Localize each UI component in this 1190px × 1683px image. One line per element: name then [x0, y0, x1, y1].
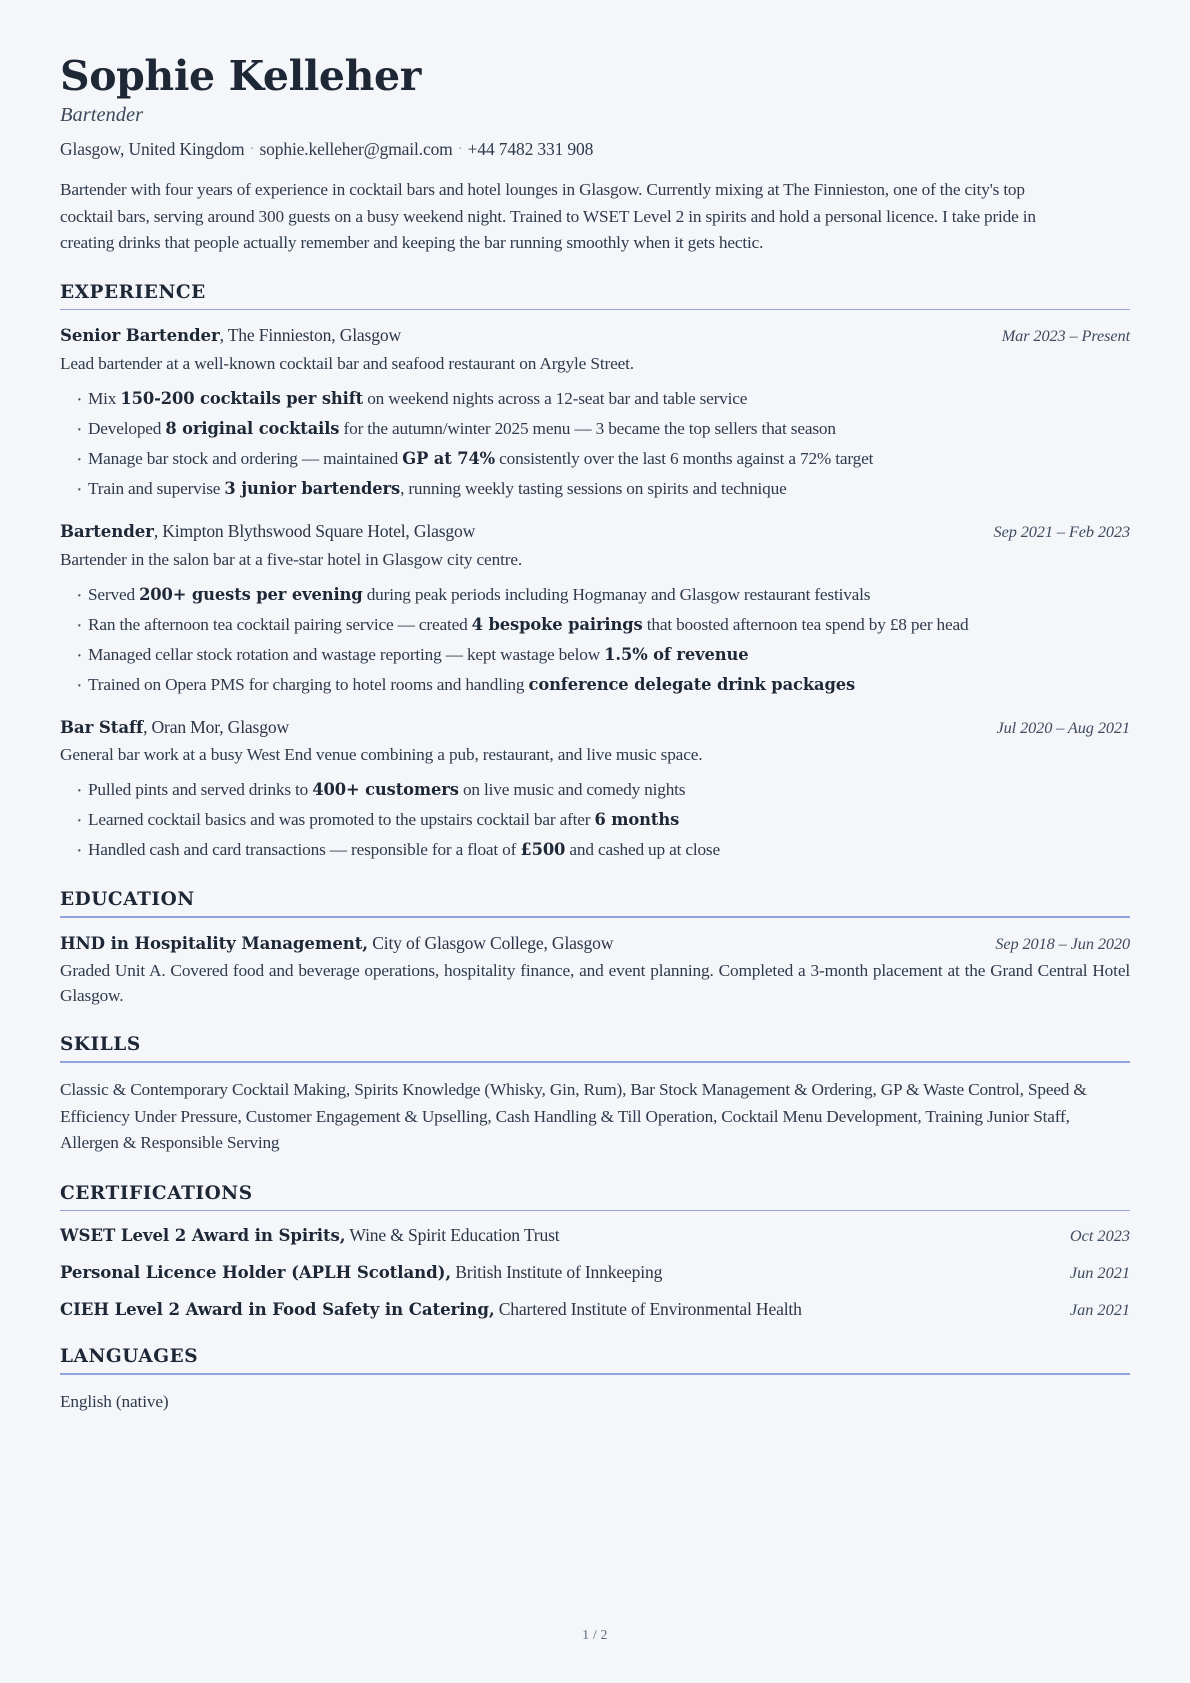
bullet-post: consistently over the last 6 months against a 72% target — [495, 449, 874, 469]
section-title-languages: LANGUAGES — [60, 1346, 199, 1368]
bullet-highlight: 200+ guests per evening — [139, 584, 363, 604]
bullet-post: and cashed up at close — [565, 840, 720, 860]
entry-header — [60, 520, 1130, 544]
list-item — [60, 837, 1130, 863]
job-bullet-list — [60, 582, 1130, 698]
bullet-highlight: 8 original cocktails — [165, 419, 340, 439]
bullet-highlight: conference delegate drink packages — [528, 674, 856, 694]
list-item — [60, 582, 1130, 608]
bullet-post: on live music and comedy nights — [458, 780, 686, 800]
job-description: General bar work at a busy West End venue combining a pub, restaurant, and live music space. — [60, 745, 703, 765]
education-date-range: Sep 2018 – Jun 2020 — [995, 933, 1130, 953]
experience-entry — [60, 716, 1130, 864]
candidate-name: Sophie Kelleher — [60, 52, 421, 100]
bullet-post: on weekend nights across a 12-seat bar and table service — [363, 389, 748, 409]
section-divider — [60, 1373, 1130, 1374]
section-title-experience: EXPERIENCE — [60, 282, 206, 304]
bullet-pre: Train and supervise — [88, 479, 225, 499]
bullet-highlight: GP at 74% — [402, 449, 496, 469]
bullet-pre: Pulled pints and served drinks to — [88, 780, 313, 800]
entry-header — [60, 324, 1130, 348]
bullet-pre: Learned cocktail basics and was promoted to the upstairs cocktail bar after — [88, 810, 595, 830]
list-item — [60, 612, 1130, 638]
job-role: Senior Bartender — [60, 325, 220, 346]
bullet-pre: Served — [88, 584, 140, 604]
section-title-education: EDUCATION — [60, 889, 195, 911]
certification-name — [60, 1262, 662, 1283]
bullet-post: during peak periods including Hogmanay and Glasgow restaurant festivals — [362, 584, 871, 604]
bullet-post: , running weekly tasting sessions on spirits and technique — [400, 479, 787, 499]
bullet-highlight: 1.5% of revenue — [604, 644, 749, 664]
list-item — [60, 642, 1130, 668]
education-description: Graded Unit A. Covered food and beverage operations, hospitality finance, and event planning. Completed a 3-month placement at the Grand Central Hotel Glasgow. — [60, 961, 1130, 1006]
contact-separator-icon: · — [249, 141, 255, 157]
certification-title: Personal Licence Holder (APLH Scotland), — [60, 1262, 452, 1283]
section-skills — [60, 1034, 1130, 1157]
list-item — [60, 807, 1130, 833]
entry-title — [60, 520, 475, 544]
bullet-highlight: £500 — [520, 840, 566, 860]
bullet-pre: Developed — [88, 419, 166, 439]
experience-entry — [60, 520, 1130, 698]
section-divider — [60, 1061, 1130, 1062]
certification-issuer: Wine & Spirit Education Trust — [345, 1225, 560, 1246]
contact-location: Glasgow, United Kingdom — [60, 138, 245, 159]
section-title-certifications: CERTIFICATIONS — [60, 1183, 253, 1205]
bullet-pre: Handled cash and card transactions — responsible for a float of — [88, 840, 521, 860]
contact-line — [60, 138, 1130, 161]
languages-list: English (native) — [60, 1391, 169, 1411]
section-divider — [60, 309, 1130, 310]
degree-name: HND in Hospitality Management, — [60, 932, 368, 953]
experience-entry — [60, 324, 1130, 502]
list-item — [60, 476, 1130, 502]
school-name: City of Glasgow College, Glasgow — [367, 932, 614, 953]
bullet-highlight: 150-200 cocktails per shift — [120, 389, 364, 409]
section-education — [60, 889, 1130, 1008]
certification-date: Jun 2021 — [1069, 1263, 1130, 1283]
job-company: , Oran Mor, Glasgow — [143, 716, 289, 737]
section-divider — [60, 1210, 1130, 1211]
list-item — [60, 777, 1130, 803]
bullet-pre: Mix — [88, 389, 121, 409]
entry-title — [60, 324, 401, 348]
entry-header — [60, 716, 1130, 740]
job-description: Bartender in the salon bar at a five-star hotel in Glasgow city centre. — [60, 549, 523, 569]
list-item — [60, 386, 1130, 412]
certification-date: Jan 2021 — [1069, 1300, 1130, 1320]
job-bullet-list — [60, 777, 1130, 863]
section-experience — [60, 282, 1130, 863]
certification-row — [60, 1225, 1130, 1246]
certification-name — [60, 1299, 802, 1320]
list-item — [60, 416, 1130, 442]
certification-issuer: British Institute of Innkeeping — [451, 1262, 663, 1283]
entry-header — [60, 932, 1130, 956]
job-description: Lead bartender at a well-known cocktail bar and seafood restaurant on Argyle Street. — [60, 354, 634, 374]
certification-name — [60, 1225, 559, 1246]
certification-title: WSET Level 2 Award in Spirits, — [60, 1225, 346, 1246]
job-company: , Kimpton Blythswood Square Hotel, Glasgow — [153, 521, 476, 541]
bullet-highlight: 3 junior bartenders — [224, 479, 401, 499]
bullet-post: that boosted afternoon tea spend by £8 per head — [642, 614, 969, 634]
candidate-job-title: Bartender — [60, 103, 144, 126]
section-title-skills: SKILLS — [60, 1034, 141, 1056]
job-date-range: Jul 2020 – Aug 2021 — [996, 717, 1130, 737]
job-company: , The Finnieston, Glasgow — [219, 325, 401, 346]
job-date-range: Sep 2021 – Feb 2023 — [993, 522, 1130, 541]
bullet-highlight: 4 bespoke pairings — [471, 614, 643, 634]
bullet-pre: Ran the afternoon tea cocktail pairing service — created — [88, 614, 472, 634]
skills-list: Classic & Contemporary Cocktail Making, Spirits Knowledge (Whisky, Gin, Rum), Bar Stock Management & Ordering, GP & Waste Control, Speed & Efficiency Under Pressure, Customer Engagement & Upselling, Cash Handling & Till Operation, Cocktail Menu Development, Training Junior Staff, Allergen & Responsible Serving — [60, 1079, 1087, 1153]
bullet-pre: Trained on Opera PMS for charging to hotel rooms and handling — [88, 674, 529, 694]
job-bullet-list — [60, 386, 1130, 502]
certification-row — [60, 1262, 1130, 1283]
contact-email[interactable]: sophie.kelleher@gmail.com — [259, 138, 453, 159]
resume-header — [60, 54, 1130, 256]
page-footer: 1 / 2 — [582, 1627, 608, 1642]
entry-title — [60, 716, 289, 740]
certification-title: CIEH Level 2 Award in Food Safety in Catering, — [60, 1299, 495, 1320]
professional-summary: Bartender with four years of experience in cocktail bars and hotel lounges in Glasgow. Currently mixing at The Finnieston, one of the city's top cocktail bars, serving around 300 guests on a busy weekend night. Trained to WSET Level 2 in spirits and hold a personal licence. I take pride in creating drinks that people actually remember and keeping the bar running smoothly when it gets hectic. — [60, 180, 1036, 252]
bullet-pre: Managed cellar stock rotation and wastage reporting — kept wastage below — [88, 644, 605, 664]
certification-date: Oct 2023 — [1069, 1226, 1130, 1246]
education-entry — [60, 932, 1130, 1009]
job-date-range: Mar 2023 – Present — [1001, 326, 1130, 346]
list-item — [60, 446, 1130, 472]
entry-title — [60, 932, 613, 956]
contact-phone[interactable]: +44 7482 331 908 — [467, 138, 594, 159]
certification-row — [60, 1299, 1130, 1320]
job-role: Bartender — [60, 521, 154, 541]
certification-issuer: Chartered Institute of Environmental Health — [494, 1299, 802, 1320]
section-certifications — [60, 1183, 1130, 1320]
section-divider — [60, 916, 1130, 917]
contact-separator-icon: · — [457, 141, 463, 157]
bullet-pre: Manage bar stock and ordering — maintained — [88, 449, 403, 469]
bullet-highlight: 6 months — [594, 810, 680, 830]
bullet-highlight: 400+ customers — [312, 780, 459, 800]
section-languages — [60, 1346, 1130, 1414]
job-role: Bar Staff — [60, 716, 144, 737]
bullet-post: for the autumn/winter 2025 menu — 3 became the top sellers that season — [339, 419, 836, 439]
list-item — [60, 672, 1130, 698]
